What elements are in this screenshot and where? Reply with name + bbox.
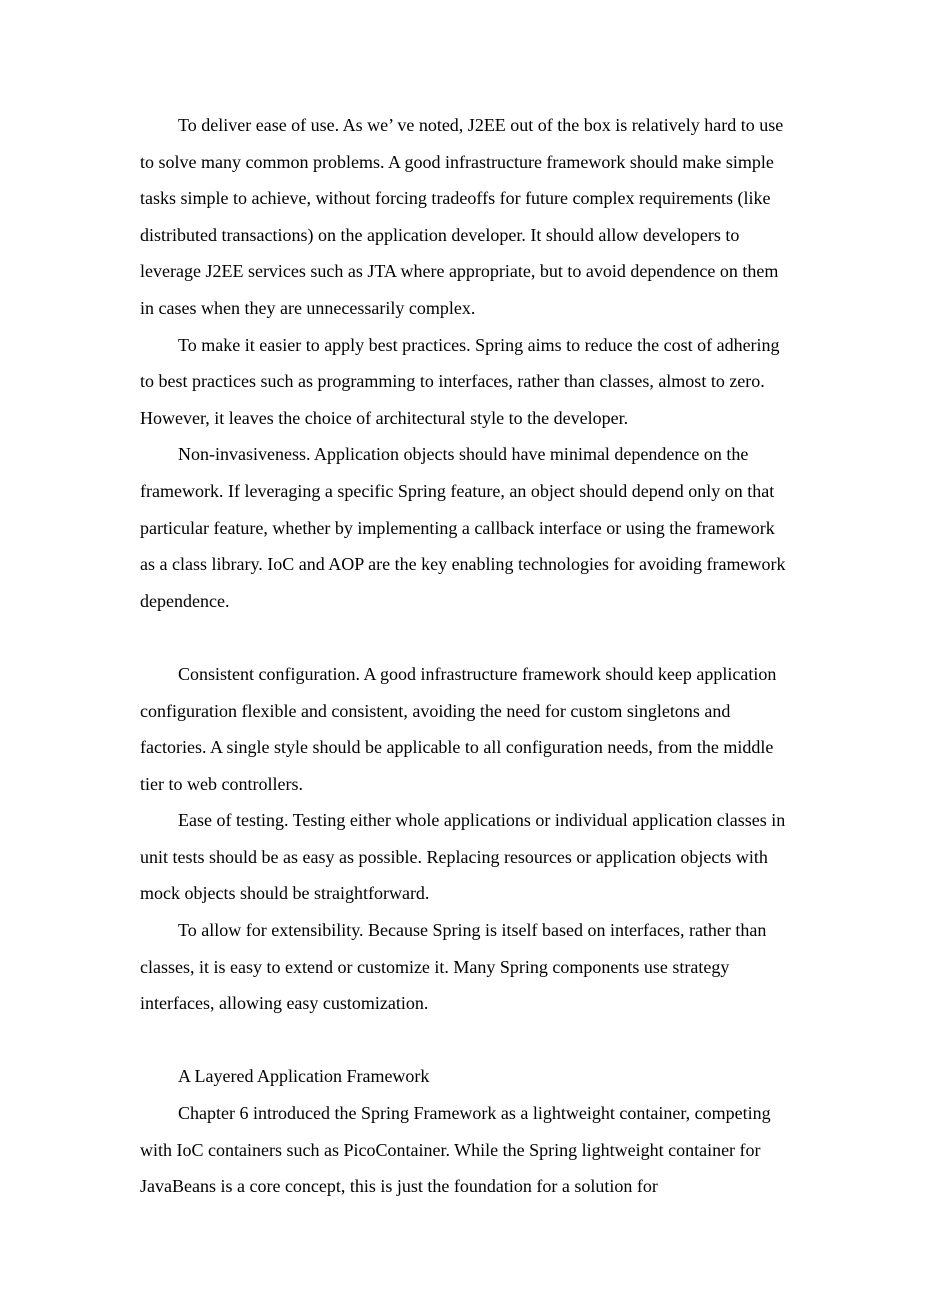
paragraph: Consistent configuration. A good infrastructure framework should keep application configuration flexible and consistent, avoiding the need for custom singletons and factories. A single style should be applicable to all configuration needs, from the middle tier to web controllers. xyxy=(140,663,777,794)
paragraph: To allow for extensibility. Because Spring is itself based on interfaces, rather than classes, it is easy to extend or customize it. Many Spring components use strategy interfaces, allowing easy customization. xyxy=(140,920,767,1014)
paragraph: Non-invasiveness. Application objects should have minimal dependence on the framework. If leveraging a specific Spring feature, an object should depend only on that particular feature, whether by implementing a callback interface or using the framework as a class library. IoC and AOP are the key enabling technologies for avoiding framework dependence. xyxy=(140,444,786,611)
paragraph: Ease of testing. Testing either whole applications or individual application classes in unit tests should be as easy as possible. Replacing resources or application objects with mock objects should be straightforward. xyxy=(140,810,786,904)
paragraph: To make it easier to apply best practices. Spring aims to reduce the cost of adhering to best practices such as programming to interfaces, rather than classes, almost to zero. However, it leaves the choice of architectural style to the developer. xyxy=(140,334,780,428)
paragraph: Chapter 6 introduced the Spring Framework as a lightweight container, competing with IoC containers such as PicoContainer. While the Spring lightweight container for JavaBeans is a core concept, this is just the foundation for a solution for xyxy=(140,1103,771,1197)
section-heading: A Layered Application Framework xyxy=(178,1066,430,1087)
paragraph: To deliver ease of use. As we’ ve noted, J2EE out of the box is relatively hard to use to solve many common problems. A good infrastructure framework should make simple tasks simple to achieve, without forcing tradeoffs for future complex requirements (like distributed transactions) on the application developer. It should allow developers to leverage J2EE services such as JTA where appropriate, but to avoid dependence on them in cases when they are unnecessarily complex. xyxy=(140,115,784,318)
